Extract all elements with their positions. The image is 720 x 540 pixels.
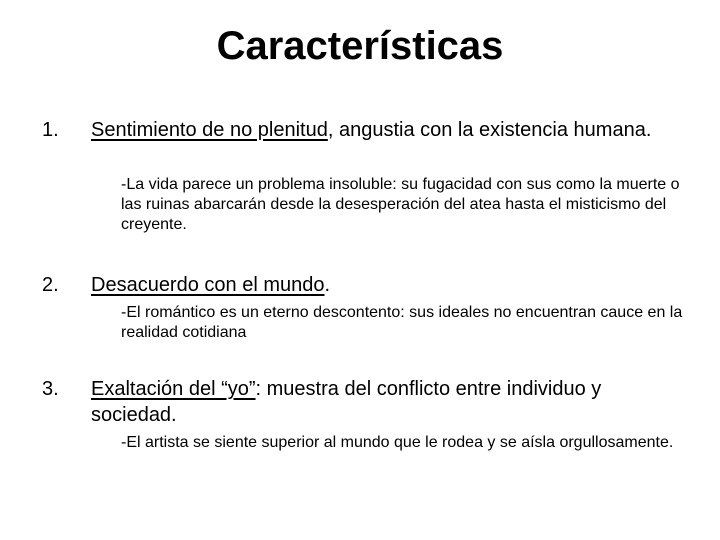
item-detail: -El artista se siente superior al mundo que le rodea y se aísla orgullosamente.	[121, 434, 674, 451]
item-detail: -La vida parece un problema insoluble: su fugacidad con sus como la muerte o las ruinas abarcarán desde la desesperación del atea hasta el misticismo del creyente.	[121, 176, 680, 233]
item-heading-underlined: Exaltación del “yo”	[91, 378, 256, 400]
item-heading	[91, 376, 691, 428]
item-heading-rest: : muestra del conflicto entre individuo y sociedad.	[91, 378, 602, 426]
item-heading-underlined: Sentimiento de no plenitud	[91, 119, 328, 141]
slide-title: Características	[216, 24, 504, 68]
item-detail: -El romántico es un eterno descontento: sus ideales no encuentran cauce en la realidad cotidiana	[121, 304, 683, 341]
item-heading	[91, 117, 691, 143]
item-heading	[91, 272, 691, 298]
item-heading-rest: .	[324, 274, 331, 296]
item-number: 2.	[42, 274, 59, 296]
item-heading-rest: , angustia con la existencia humana.	[327, 119, 652, 141]
item-number: 3.	[42, 378, 59, 400]
item-heading-underlined: Desacuerdo con el mundo	[91, 274, 325, 296]
item-number: 1.	[42, 119, 59, 141]
